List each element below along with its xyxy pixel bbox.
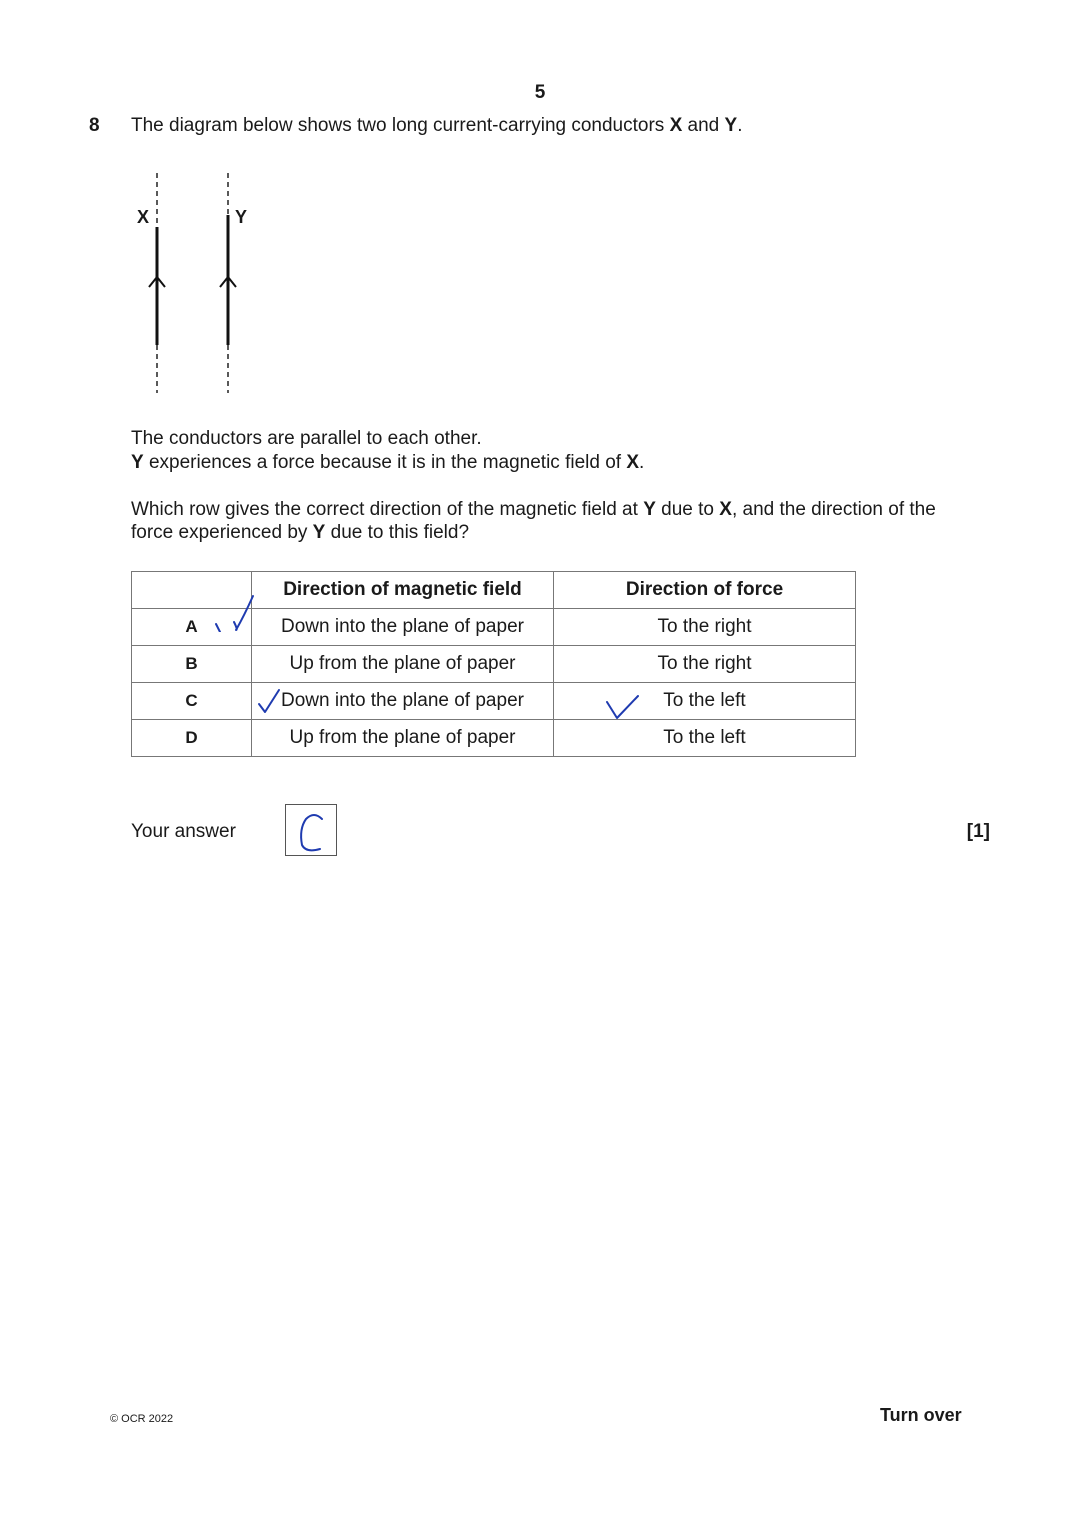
option-row-c <box>132 683 856 720</box>
conductor-label-y: Y <box>235 207 248 227</box>
conductor-y <box>220 173 236 393</box>
handwritten-answer-c <box>286 805 336 855</box>
marks-label: [1] <box>966 821 990 842</box>
handwritten-tick-row-c-field <box>256 688 282 714</box>
option-field: Down into the plane of paper <box>252 683 554 720</box>
option-letter: B <box>132 646 252 683</box>
page-number: 5 <box>534 82 546 103</box>
option-row-d <box>132 720 856 757</box>
option-letter: A <box>132 609 252 646</box>
option-row-b <box>132 646 856 683</box>
conductor-label-x: X <box>137 207 150 227</box>
conductor-diagram <box>120 165 280 400</box>
statement-parallel: The conductors are parallel to each other. <box>131 428 482 449</box>
turn-over-label: Turn over <box>880 1405 962 1425</box>
option-force: To the left <box>554 683 856 720</box>
question-intro: The diagram below shows two long current-carrying conductors X and Y. <box>131 115 743 136</box>
copyright: © OCR 2022 <box>110 1413 174 1425</box>
handwritten-tick-row-c-force <box>604 694 640 722</box>
statement-force: Y experiences a force because it is in the magnetic field of X. <box>131 452 645 473</box>
answer-label: Your answer <box>131 821 236 842</box>
option-force: To the right <box>554 609 856 646</box>
option-field: Down into the plane of paper <box>252 609 554 646</box>
question-prompt-line2: force experienced by Y due to this field? <box>131 522 470 543</box>
handwritten-tick-row-a <box>210 592 255 632</box>
question-number: 8 <box>89 115 100 136</box>
option-field: Up from the plane of paper <box>252 720 554 757</box>
option-field: Up from the plane of paper <box>252 646 554 683</box>
option-force: To the left <box>554 720 856 757</box>
option-letter: D <box>132 720 252 757</box>
option-letter: C <box>132 683 252 720</box>
option-force: To the right <box>554 646 856 683</box>
answer-box[interactable] <box>285 804 337 856</box>
header-force: Direction of force <box>554 572 856 609</box>
header-magnetic-field: Direction of magnetic field <box>252 572 554 609</box>
conductor-x <box>149 173 165 393</box>
question-prompt-line1: Which row gives the correct direction of the magnetic field at Y due to X, and the direction of the <box>131 499 936 520</box>
